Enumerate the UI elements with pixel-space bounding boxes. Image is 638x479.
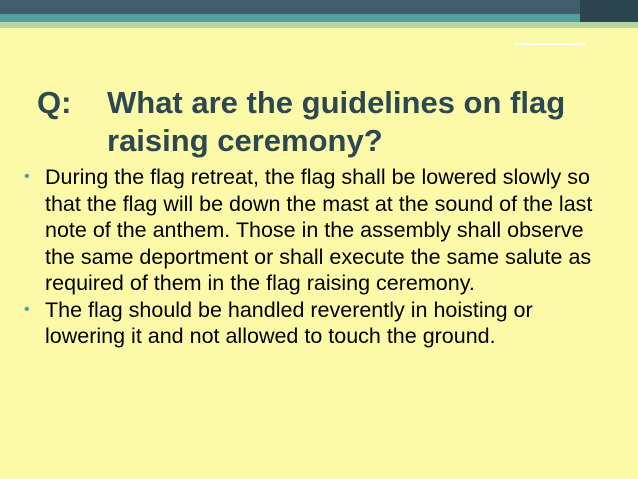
title-text: What are the guidelines on flag raising ceremony? — [107, 85, 566, 158]
top-band-dark — [0, 0, 638, 14]
corner-accent-block — [580, 0, 638, 22]
top-band-sage — [0, 22, 638, 28]
bullet-marker: • — [24, 168, 30, 185]
slide-title — [37, 84, 597, 160]
bullet-text: The flag should be handled reverently in hoisting or lowering it and not allowed to touch the ground. — [45, 297, 533, 348]
bullet-item — [22, 297, 602, 350]
title-prefix: Q: — [37, 85, 72, 120]
bullet-list — [22, 164, 602, 350]
top-band-teal — [0, 14, 638, 22]
bullet-item — [22, 164, 602, 297]
bullet-text: During the flag retreat, the flag shall be lowered slowly so that the flag will be down the mast at the sound of the last note of the anthem. Those in the assembly shall observe the same deportment or shall execute the same salute as required of them in the flag raising ceremony. — [45, 165, 593, 295]
accent-line — [515, 43, 585, 45]
bullet-marker: • — [24, 300, 30, 318]
